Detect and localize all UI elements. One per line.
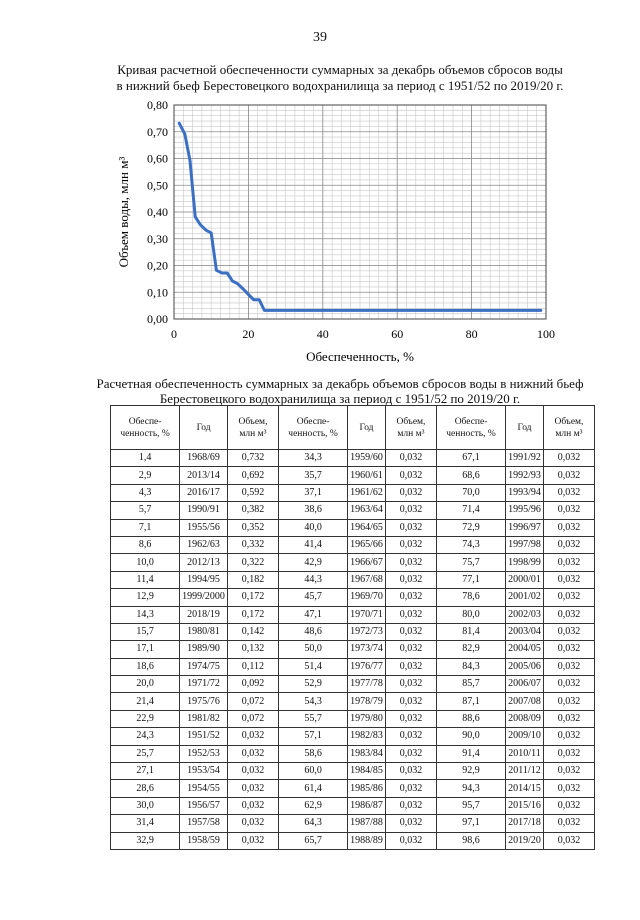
table-cell: 0,032 [227,763,278,780]
y-tick-label: 0,00 [147,312,168,326]
table-row [111,658,595,675]
page-number: 39 [313,30,327,45]
table-cell: 87,1 [436,693,505,710]
table-row [111,554,595,571]
y-tick-label: 0,40 [147,205,168,219]
table-cell: 64,3 [278,815,347,832]
table-cell: 0,032 [543,832,594,849]
table-cell: 1969/70 [348,589,386,606]
data-point [236,282,238,284]
y-axis-label: Объем воды, млн м³ [116,156,131,268]
table-cell: 81,4 [436,623,505,640]
table-cell: 1987/88 [348,815,386,832]
table-cell: 2010/11 [506,745,544,762]
table-cell: 2016/17 [180,484,228,501]
table-cell: 2013/14 [180,467,228,484]
table-cell: 0,032 [543,589,594,606]
table-cell: 2001/02 [506,589,544,606]
table-cell: 72,9 [436,519,505,536]
table-cell: 42,9 [278,554,347,571]
table-cell: 0,382 [227,502,278,519]
table-cell: 1980/81 [180,623,228,640]
table-cell: 1999/2000 [180,589,228,606]
table-cell: 1995/96 [506,502,544,519]
table-cell: 34,3 [278,450,347,467]
table-cell: 0,032 [385,658,436,675]
table-row [111,641,595,658]
table-row [111,693,595,710]
table-cell: 40,0 [278,519,347,536]
exceedance-table [110,405,595,850]
data-point [215,269,217,271]
table-cell: 1978/79 [348,693,386,710]
data-point [221,272,223,274]
table-header-cell: Обеспе-ченность, % [278,406,347,450]
table-row [111,763,595,780]
table-cell: 2015/16 [506,797,544,814]
data-point [263,309,265,311]
table-cell: 0,032 [385,623,436,640]
data-point [184,133,186,135]
table-cell: 1961/62 [348,484,386,501]
table-cell: 97,1 [436,815,505,832]
table-cell: 0,332 [227,536,278,553]
table-row [111,728,595,745]
table-header-cell: Год [180,406,228,450]
table-cell: 20,0 [111,676,180,693]
table-cell: 1977/78 [348,676,386,693]
table-cell: 0,032 [385,571,436,588]
table-cell: 92,9 [436,763,505,780]
table-row [111,502,595,519]
table-cell: 1958/59 [180,832,228,849]
y-tick-label: 0,20 [147,258,168,273]
table-cell: 0,032 [543,519,594,536]
y-tick-label: 0,50 [147,178,168,193]
table-cell: 0,032 [543,554,594,571]
table-cell: 55,7 [278,710,347,727]
data-point [540,309,542,311]
table-cell: 1972/73 [348,623,386,640]
data-point [258,299,260,301]
table-cell: 1960/61 [348,467,386,484]
table-cell: 0,032 [385,763,436,780]
table-cell: 1991/92 [506,450,544,467]
table-cell: 0,112 [227,658,278,675]
table-cell: 0,732 [227,450,278,467]
table-cell: 2003/04 [506,623,544,640]
table-cell: 0,032 [227,780,278,797]
table-cell: 75,7 [436,554,505,571]
table-cell: 1957/58 [180,815,228,832]
data-point [247,293,249,295]
table-cell: 27,1 [111,763,180,780]
x-tick-label: 20 [242,327,255,341]
table-cell: 0,032 [385,832,436,849]
table-cell: 32,9 [111,832,180,849]
table-cell: 1992/93 [506,467,544,484]
table-cell: 0,032 [227,815,278,832]
data-point [210,232,212,234]
table-body [111,450,595,850]
table-title [80,376,600,406]
table-cell: 45,7 [278,589,347,606]
table-cell: 91,4 [436,745,505,762]
table-row [111,519,595,536]
table-cell: 0,182 [227,571,278,588]
data-point [242,288,244,290]
table-cell: 62,9 [278,797,347,814]
chart-title-line-2: в нижний бьеф Берестовецкого водохранилища за период с 1951/52 по 2019/20 г. [116,78,564,93]
table-cell: 0,032 [543,780,594,797]
table-cell: 0,032 [385,467,436,484]
table-cell: 0,032 [385,450,436,467]
table-cell: 1,4 [111,450,180,467]
table-cell: 0,032 [385,484,436,501]
table-cell: 1971/72 [180,676,228,693]
table-cell: 1955/56 [180,519,228,536]
table-cell: 58,6 [278,745,347,762]
table-header-cell: Объем, млн м³ [227,406,278,450]
table-cell: 2000/01 [506,571,544,588]
table-cell: 0,032 [543,450,594,467]
x-axis-label: Обеспеченность, % [306,349,414,364]
table-cell: 0,032 [543,745,594,762]
table-cell: 0,032 [385,710,436,727]
table-cell: 10,0 [111,554,180,571]
table-cell: 0,032 [543,641,594,658]
y-tick-label: 0,30 [147,231,168,246]
table-row [111,467,595,484]
table-cell: 0,032 [385,589,436,606]
table-cell: 4,3 [111,484,180,501]
table-cell: 1951/52 [180,728,228,745]
table-cell: 0,032 [543,571,594,588]
x-tick-label: 100 [537,327,555,341]
table-cell: 1970/71 [348,606,386,623]
table-cell: 0,032 [385,536,436,553]
table-title-line-2: Берестовецкого водохранилища за период с 1951/52 по 2019/20 г. [159,391,521,406]
table-cell: 2018/19 [180,606,228,623]
table-cell: 22,9 [111,710,180,727]
table-row [111,606,595,623]
table-cell: 12,9 [111,589,180,606]
table-cell: 57,1 [278,728,347,745]
data-point [252,299,254,301]
table-cell: 2006/07 [506,676,544,693]
table-cell: 61,4 [278,780,347,797]
table-row [111,571,595,588]
table-cell: 50,0 [278,641,347,658]
table-cell: 51,4 [278,658,347,675]
table-cell: 2017/18 [506,815,544,832]
table-cell: 0,142 [227,623,278,640]
table-cell: 1956/57 [180,797,228,814]
table-row [111,832,595,849]
table-cell: 0,032 [543,797,594,814]
table-cell: 70,0 [436,484,505,501]
table-cell: 24,3 [111,728,180,745]
table-header-cell: Год [506,406,544,450]
table-cell: 0,092 [227,676,278,693]
table-cell: 28,6 [111,780,180,797]
y-tick-label: 0,60 [147,151,168,166]
table-cell: 0,032 [543,484,594,501]
table-cell: 1954/55 [180,780,228,797]
table-cell: 0,032 [385,676,436,693]
table-cell: 94,3 [436,780,505,797]
table-cell: 1993/94 [506,484,544,501]
table-cell: 1979/80 [348,710,386,727]
table-cell: 67,1 [436,450,505,467]
table-cell: 48,6 [278,623,347,640]
table-cell: 0,032 [227,797,278,814]
table-cell: 0,172 [227,589,278,606]
table-cell: 1989/90 [180,641,228,658]
chart-title [60,62,620,94]
table-cell: 78,6 [436,589,505,606]
table-cell: 52,9 [278,676,347,693]
table-cell: 2009/10 [506,728,544,745]
table-cell: 0,072 [227,710,278,727]
table-cell: 98,6 [436,832,505,849]
table-cell: 1976/77 [348,658,386,675]
table-cell: 0,032 [543,536,594,553]
table-cell: 25,7 [111,745,180,762]
table-cell: 1974/75 [180,658,228,675]
table-row [111,815,595,832]
table-header-row [111,406,595,450]
table-cell: 14,3 [111,606,180,623]
table-cell: 0,032 [385,641,436,658]
table-cell: 44,3 [278,571,347,588]
table-cell: 1990/91 [180,502,228,519]
chart-title-line-1: Кривая расчетной обеспеченности суммарных за декабрь объемов сбросов воды [117,62,563,77]
table-row [111,450,595,467]
table-cell: 1964/65 [348,519,386,536]
table-cell: 0,032 [385,815,436,832]
table-cell: 1997/98 [506,536,544,553]
table-row [111,484,595,501]
table-cell: 31,4 [111,815,180,832]
table-cell: 90,0 [436,728,505,745]
table-cell: 68,6 [436,467,505,484]
data-point [205,229,207,231]
table-cell: 82,9 [436,641,505,658]
x-tick-label: 40 [316,327,329,341]
table-cell: 2008/09 [506,710,544,727]
table-header-cell: Объем, млн м³ [385,406,436,450]
table-cell: 60,0 [278,763,347,780]
table-title-line-1: Расчетная обеспеченность суммарных за декабрь объемов сбросов воды в нижний бьеф [96,376,584,391]
table-cell: 1985/86 [348,780,386,797]
table-cell: 80,0 [436,606,505,623]
table-cell: 0,032 [385,554,436,571]
table-cell: 1975/76 [180,693,228,710]
table-cell: 5,7 [111,502,180,519]
table-cell: 0,322 [227,554,278,571]
data-point [226,272,228,274]
table-row [111,589,595,606]
table-cell: 1996/97 [506,519,544,536]
table-cell: 1959/60 [348,450,386,467]
table-cell: 1952/53 [180,745,228,762]
table-cell: 0,032 [227,745,278,762]
table-cell: 11,4 [111,571,180,588]
table-cell: 54,3 [278,693,347,710]
table-cell: 2005/06 [506,658,544,675]
table-cell: 71,4 [436,502,505,519]
table-cell: 30,0 [111,797,180,814]
table-cell: 2002/03 [506,606,544,623]
table-cell: 0,032 [543,728,594,745]
table-cell: 0,032 [385,728,436,745]
table-header-cell: Обеспе-ченность, % [436,406,505,450]
table-row [111,536,595,553]
data-point [178,122,180,124]
table-cell: 1982/83 [348,728,386,745]
table-cell: 1962/63 [180,536,228,553]
table-cell: 0,032 [543,502,594,519]
table-cell: 37,1 [278,484,347,501]
table-cell: 0,032 [543,623,594,640]
table-cell: 17,1 [111,641,180,658]
table-cell: 0,032 [543,693,594,710]
table-cell: 1967/68 [348,571,386,588]
table-cell: 95,7 [436,797,505,814]
table-cell: 1963/64 [348,502,386,519]
table-cell: 0,032 [385,502,436,519]
table-cell: 0,592 [227,484,278,501]
table-cell: 41,4 [278,536,347,553]
table-cell: 1968/69 [180,450,228,467]
table-cell: 84,3 [436,658,505,675]
table-cell: 1983/84 [348,745,386,762]
table-cell: 2012/13 [180,554,228,571]
table-cell: 0,132 [227,641,278,658]
table-cell: 0,172 [227,606,278,623]
table-cell: 85,7 [436,676,505,693]
table-cell: 0,692 [227,467,278,484]
table-cell: 88,6 [436,710,505,727]
table-cell: 1998/99 [506,554,544,571]
table-cell: 15,7 [111,623,180,640]
table-cell: 8,6 [111,536,180,553]
table-cell: 2,9 [111,467,180,484]
table-cell: 0,032 [385,693,436,710]
table-cell: 1965/66 [348,536,386,553]
data-point [231,280,233,282]
table-cell: 74,3 [436,536,505,553]
table-row [111,623,595,640]
table-cell: 0,032 [543,815,594,832]
table-cell: 7,1 [111,519,180,536]
y-tick-label: 0,10 [147,285,168,300]
data-point [194,216,196,218]
x-tick-label: 60 [391,327,404,341]
table-cell: 0,032 [543,676,594,693]
table-header-cell: Объем, млн м³ [543,406,594,450]
table-row [111,745,595,762]
table-cell: 1966/67 [348,554,386,571]
table-cell: 1986/87 [348,797,386,814]
table-row [111,780,595,797]
table-cell: 0,032 [385,519,436,536]
table-cell: 0,032 [385,745,436,762]
table-cell: 2019/20 [506,832,544,849]
table-cell: 2004/05 [506,641,544,658]
table-cell: 0,352 [227,519,278,536]
table-cell: 0,032 [385,780,436,797]
table-cell: 1988/89 [348,832,386,849]
y-tick-label: 0,80 [147,98,168,112]
table-cell: 65,7 [278,832,347,849]
table-cell: 18,6 [111,658,180,675]
table-cell: 0,032 [385,797,436,814]
table-cell: 0,032 [543,710,594,727]
data-point [199,224,201,226]
table-cell: 47,1 [278,606,347,623]
table-header-cell: Год [348,406,386,450]
table-cell: 77,1 [436,571,505,588]
table-row [111,797,595,814]
table-header-cell: Обеспе-ченность, % [111,406,180,450]
table-cell: 35,7 [278,467,347,484]
table-cell: 2014/15 [506,780,544,797]
y-tick-label: 0,70 [147,124,168,139]
table-cell: 1953/54 [180,763,228,780]
table-row [111,676,595,693]
table-cell: 0,032 [227,832,278,849]
table-row [111,710,595,727]
exceedance-curve-chart [100,95,570,365]
table-cell: 2011/12 [506,763,544,780]
data-point [189,159,191,161]
table-cell: 0,032 [227,728,278,745]
x-tick-label: 80 [465,327,478,341]
table-cell: 1981/82 [180,710,228,727]
table-cell: 1994/95 [180,571,228,588]
table-cell: 0,032 [543,763,594,780]
table-cell: 0,032 [385,606,436,623]
table-cell: 0,072 [227,693,278,710]
table-cell: 2007/08 [506,693,544,710]
table-cell: 0,032 [543,606,594,623]
table-cell: 1984/85 [348,763,386,780]
x-tick-label: 0 [171,327,177,341]
table-cell: 38,6 [278,502,347,519]
table-cell: 0,032 [543,658,594,675]
table-cell: 0,032 [543,467,594,484]
table-cell: 21,4 [111,693,180,710]
table-cell: 1973/74 [348,641,386,658]
